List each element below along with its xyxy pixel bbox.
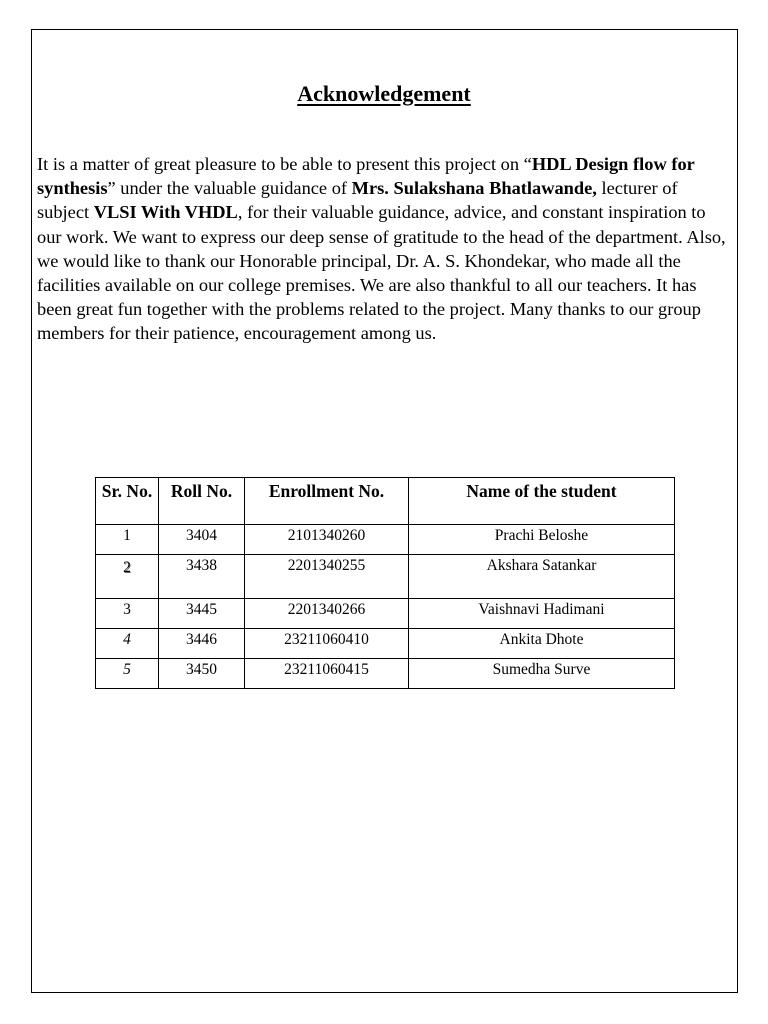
cell-sr-no: 4	[96, 629, 159, 659]
cell-sr-no: 1	[96, 525, 159, 555]
header-enrollment-no: Enrollment No.	[245, 478, 409, 525]
project-title: HDL Design flow for synthesis	[37, 154, 695, 199]
cell-enrollment-no: 23211060410	[245, 629, 409, 659]
cell-student-name: Prachi Beloshe	[409, 525, 675, 555]
table-header-row	[96, 478, 675, 525]
cell-roll-no: 3446	[159, 629, 245, 659]
cell-sr-no: 2	[96, 555, 159, 599]
paragraph-text: ” under the valuable guidance of	[107, 178, 352, 199]
cell-sr-no: 5	[96, 659, 159, 689]
guide-name: Mrs. Sulakshana Bhatlawande,	[351, 178, 597, 199]
table-row	[96, 599, 675, 629]
students-table	[95, 477, 675, 689]
paragraph-text: It is a matter of great pleasure to be able to present this project on “	[37, 154, 532, 174]
paragraph-text: , for their valuable guidance, advice, and constant inspiration to our work. We want to express our deep sense of gratitude to the head of the department. Also, we would like to thank our Honorable principal, Dr. A. S. Khondekar, who made all the facilities available on our college premises. We are also thankful to all our teachers. It has been great fun together with the problems related to the project. Many thanks to our group members for their patience, encouragement among us.	[37, 202, 726, 344]
cell-enrollment-no: 2201340266	[245, 599, 409, 629]
table-row	[96, 555, 675, 599]
subject-name: VLSI With VHDL	[93, 202, 238, 223]
header-roll-no: Roll No.	[159, 478, 245, 525]
cell-enrollment-no: 2101340260	[245, 525, 409, 555]
cell-student-name: Vaishnavi Hadimani	[409, 599, 675, 629]
cell-roll-no: 3438	[159, 555, 245, 599]
cell-enrollment-no: 23211060415	[245, 659, 409, 689]
cell-roll-no: 3445	[159, 599, 245, 629]
cell-roll-no: 3450	[159, 659, 245, 689]
table-row	[96, 659, 675, 689]
table-row	[96, 525, 675, 555]
table-row	[96, 629, 675, 659]
cell-student-name: Sumedha Surve	[409, 659, 675, 689]
header-student-name: Name of the student	[409, 478, 675, 525]
cell-roll-no: 3404	[159, 525, 245, 555]
cell-sr-no: 3	[96, 599, 159, 629]
cell-enrollment-no: 2201340255	[245, 555, 409, 599]
header-sr-no: Sr. No.	[96, 478, 159, 525]
page-title: Acknowledgement	[297, 81, 471, 106]
acknowledgement-paragraph	[37, 152, 727, 346]
cell-student-name: Ankita Dhote	[409, 629, 675, 659]
paragraph-text: lecturer of subject	[37, 178, 678, 223]
cell-student-name: Akshara Satankar	[409, 555, 675, 599]
